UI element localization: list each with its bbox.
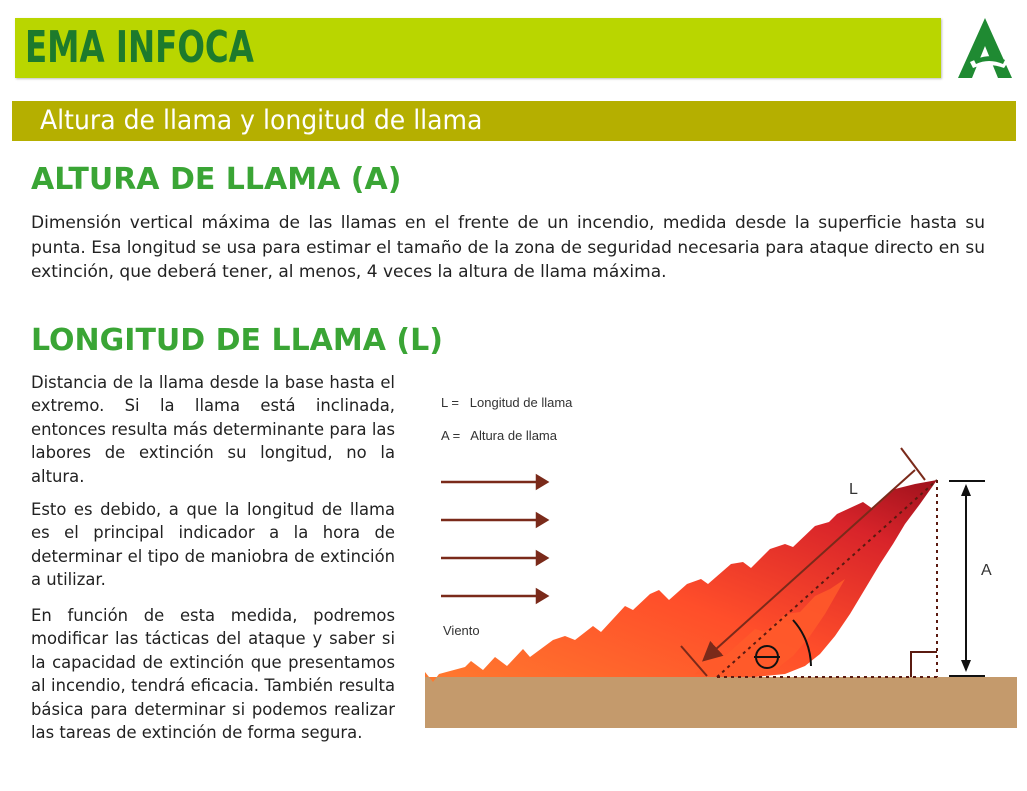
heading-altura: ALTURA DE LLAMA (A) <box>31 162 402 197</box>
header-bar <box>15 18 941 78</box>
longitud-paragraph-1: Distancia de la llama desde la base hasta el extremo. Si la llama está inclinada, entonces resulta más determinante para las labores de extinción su longitud, no la altura. <box>31 373 395 486</box>
label-a: A <box>981 562 992 579</box>
longitud-paragraph-3: En función de esta medida, podremos modificar las tácticas del ataque y saber si la capacidad de extinción que presentamos al incendio, tendrá eficacia. También resulta básica para determinar si podemos realizar las tareas de extinción de forma segura. <box>31 606 395 743</box>
legend-l: L = Longitud de llama <box>441 395 573 410</box>
label-l: L <box>849 481 858 498</box>
longitud-paragraph-2: Esto es debido, a que la longitud de llama es el principal indicador a la hora de determinar el tipo de maniobra de extinción a utilizar. <box>31 500 395 590</box>
flame-diagram <box>425 374 1017 728</box>
heading-longitud: LONGITUD DE LLAMA (L) <box>31 323 443 358</box>
subtitle-bar <box>12 101 1016 141</box>
label-wind: Viento <box>443 623 480 638</box>
page-subtitle: Altura de llama y longitud de llama <box>40 105 483 136</box>
ground <box>425 677 1017 728</box>
legend-a: A = Altura de llama <box>441 428 557 443</box>
junta-andalucia-logo <box>952 16 1018 80</box>
altura-definition: Dimensión vertical máxima de las llamas en el frente de un incendio, medida desde la superficie hasta su punta. Esa longitud se usa para estimar el tamaño de la zona de seguridad necesaria para ataque directo en su extinción, que deberá tener, al menos, 4 veces la altura de llama máxima. <box>31 213 985 282</box>
brand-title: EMA INFOCA <box>25 22 254 73</box>
